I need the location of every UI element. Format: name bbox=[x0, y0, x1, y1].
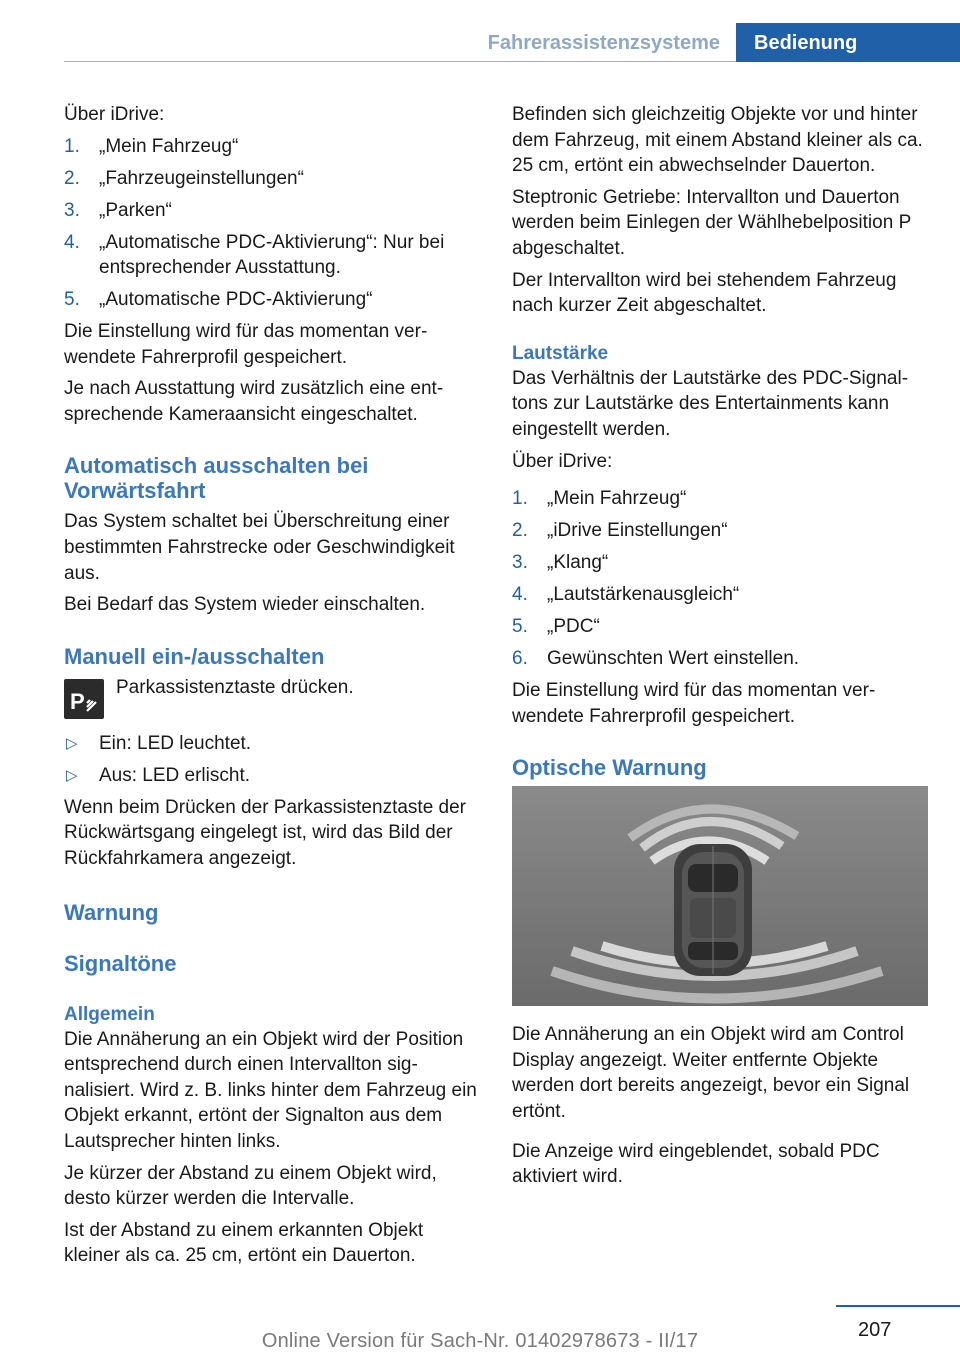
right-column bbox=[512, 102, 930, 1196]
page-number-rule bbox=[836, 1305, 960, 1307]
step-text: „Automatische PDC-Aktivierung“ bbox=[99, 289, 373, 311]
paragraph: Je kürzer der Abstand zu einem Objekt wird, desto kürzer werden die Intervalle. bbox=[64, 1162, 437, 1210]
step-number: 5. bbox=[64, 289, 80, 311]
idrive-intro: Über iDrive: bbox=[64, 104, 165, 125]
step-text: „iDrive Einstellungen“ bbox=[547, 520, 728, 542]
step-number: 2. bbox=[64, 167, 80, 189]
step-number: 1. bbox=[512, 488, 528, 510]
triangle-bullet-icon: ▷ bbox=[66, 734, 78, 752]
park-assist-button-row bbox=[64, 675, 482, 719]
step-number: 5. bbox=[512, 616, 528, 638]
step-number: 6. bbox=[512, 648, 528, 670]
list-item bbox=[64, 287, 482, 313]
bullet-text: Ein: LED leuchtet. bbox=[99, 732, 252, 754]
heading-signal-tones: Signaltöne bbox=[64, 950, 177, 976]
paragraph: Ist der Abstand zu einem erkannten Objekt kleiner als ca. 25 cm, ertönt ein Dauerton. bbox=[64, 1219, 424, 1267]
step-text: „Parken“ bbox=[99, 199, 172, 221]
heading-general: Allgemein bbox=[64, 1003, 155, 1025]
list-item bbox=[512, 614, 930, 640]
header-tab: Bedienung bbox=[736, 23, 960, 62]
paragraph: Die Anzeige wird eingeblendet, sobald PDC aktiviert wird. bbox=[512, 1140, 880, 1188]
paragraph: Befinden sich gleichzeitig Objekte vor und hinter dem Fahrzeug, mit einem Abstand kleiner als ca. 25 cm, ertönt ein abwechselnder Dauerton. bbox=[512, 104, 923, 177]
list-item bbox=[64, 763, 482, 789]
idrive-steps-list bbox=[512, 486, 930, 672]
park-assist-button-icon bbox=[64, 679, 104, 719]
header-section-title: Fahrerassistenzsysteme bbox=[487, 32, 720, 54]
list-item bbox=[512, 486, 930, 512]
heading-manual: Manuell ein-/ausschalten bbox=[64, 643, 325, 669]
step-text: „Automatische PDC-Aktivierung“: Nur bei entsprechender Ausstattung. bbox=[99, 231, 445, 279]
step-number: 3. bbox=[512, 552, 528, 574]
bullet-text: Aus: LED erlischt. bbox=[99, 764, 250, 786]
heading-optical-warning: Optische Warnung bbox=[512, 755, 707, 781]
list-item bbox=[64, 230, 482, 281]
page-number: 207 bbox=[858, 1319, 892, 1341]
step-number: 4. bbox=[64, 231, 80, 253]
step-text: „Mein Fahrzeug“ bbox=[99, 135, 239, 157]
step-text: „Mein Fahrzeug“ bbox=[547, 488, 687, 510]
step-text: „Klang“ bbox=[547, 552, 609, 574]
paragraph: Das System schaltet bei Überschreitung einer bestimmten Fahrstrecke oder Geschwindigkeit aus. bbox=[64, 511, 455, 584]
step-number: 1. bbox=[64, 135, 80, 157]
paragraph: Je nach Ausstattung wird zusätzlich eine entsprechende Kameraansicht eingeschaltet. bbox=[64, 378, 444, 425]
idrive-intro: Über iDrive: bbox=[512, 450, 613, 472]
paragraph: Die Einstellung wird für das momentan verwendete Fahrerprofil gespeichert. bbox=[512, 680, 876, 727]
list-item bbox=[64, 134, 482, 160]
heading-volume: Lautstärke bbox=[512, 342, 609, 364]
left-column bbox=[64, 102, 482, 1275]
list-item bbox=[64, 731, 482, 757]
paragraph: Wenn beim Drücken der Parkassistenztaste der Rückwärtsgang eingelegt ist, wird das Bild der Rückfahrkamera angezeigt. bbox=[64, 796, 466, 870]
list-item bbox=[64, 198, 482, 224]
paragraph: Das Verhältnis der Lautstärke des PDC-Signaltons zur Lautstärke des Entertainments kann eingestellt werden. bbox=[512, 367, 909, 440]
paragraph: Bei Bedarf das System wieder einschalten. bbox=[64, 594, 426, 616]
footer-version: Online Version für Sach-Nr. 01402978673 - II/17 bbox=[261, 1330, 699, 1352]
paragraph: Der Intervallton wird bei stehendem Fahrzeug nach kurzer Zeit abgeschaltet. bbox=[512, 269, 897, 317]
step-text: „Lautstärkenausgleich“ bbox=[547, 584, 740, 606]
paragraph: Die Annäherung an ein Objekt wird der Position entsprechend durch einen Intervallton signalisiert. Wird z. B. links hinter dem Fahrzeug ein Objekt erkannt, ertönt der Signalton aus dem Lautsprecher hinten links. bbox=[64, 1028, 477, 1152]
svg-text:P: P bbox=[70, 688, 85, 714]
paragraph: Steptronic Getriebe: Intervallton und Dauerton werden beim Einlegen der Wählhebelposition P abgeschaltet. bbox=[512, 186, 911, 259]
step-text: „Fahrzeugeinstellungen“ bbox=[99, 167, 304, 189]
list-item bbox=[512, 550, 930, 576]
heading-warning: Warnung bbox=[64, 899, 159, 925]
step-number: 3. bbox=[64, 199, 80, 221]
list-item bbox=[512, 518, 930, 544]
triangle-bullet-icon: ▷ bbox=[66, 766, 78, 784]
list-item bbox=[512, 582, 930, 608]
paragraph: Die Annäherung an ein Objekt wird am Control Display angezeigt. Weiter entfernte Objekte werden dort bereits angezeigt, bevor ein Signal ertönt. bbox=[512, 1024, 910, 1122]
led-status-list bbox=[64, 731, 482, 789]
step-text: „PDC“ bbox=[547, 616, 600, 638]
pdc-display-image bbox=[512, 786, 928, 1006]
list-item bbox=[64, 166, 482, 192]
step-number: 2. bbox=[512, 520, 528, 542]
list-item bbox=[512, 646, 930, 672]
step-text: Gewünschten Wert einstellen. bbox=[547, 648, 800, 670]
step-number: 4. bbox=[512, 584, 528, 606]
paragraph: Die Einstellung wird für das momentan verwendete Fahrerprofil gespeichert. bbox=[64, 321, 428, 368]
heading-auto-off: Automatisch ausschalten bei Vorwärtsfahrt bbox=[64, 453, 369, 504]
idrive-steps-list bbox=[64, 134, 482, 313]
button-instruction: Parkassistenztaste drücken. bbox=[116, 676, 354, 698]
